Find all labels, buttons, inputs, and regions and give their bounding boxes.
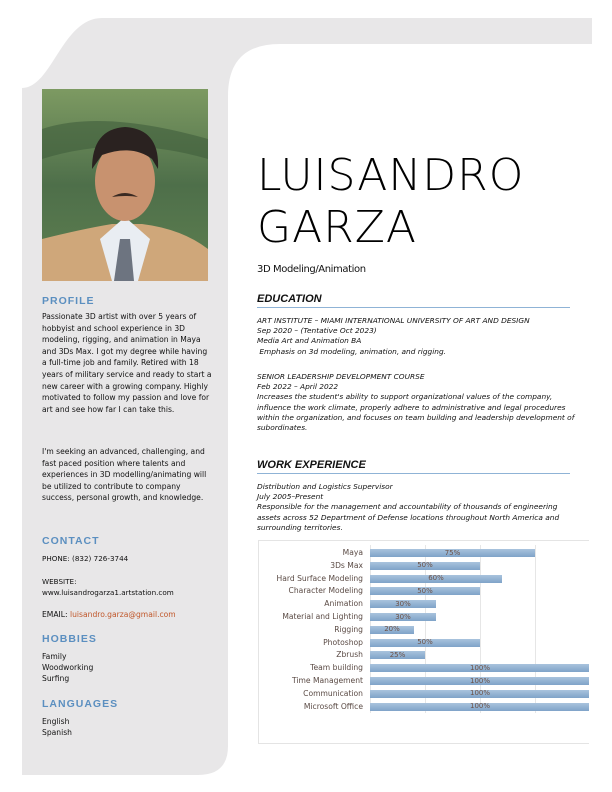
data-label: 100% <box>469 689 490 698</box>
education-detail: Emphasis on 3d modeling, animation, and rigging. <box>257 346 447 356</box>
school-name: ART INSTITUTE – MIAMI INTERNATIONAL UNIVERSITY OF ART AND DESIGN <box>257 316 530 325</box>
category-label: Communication <box>303 688 363 698</box>
category-label: 3Ds Max <box>330 560 363 570</box>
gridline <box>480 545 481 713</box>
data-label: 50% <box>417 638 433 647</box>
contact-email-row <box>42 609 214 621</box>
data-label: 25% <box>389 650 406 659</box>
gridline <box>535 545 536 713</box>
data-label: 100% <box>469 663 490 672</box>
data-label: 60% <box>428 574 444 583</box>
data-label: 75% <box>444 548 461 557</box>
category-label: Material and Lighting <box>282 612 363 621</box>
data-label: 50% <box>417 586 433 595</box>
degree: Media Art and Animation BA <box>257 336 362 346</box>
work-dates: July 2005–Present <box>257 492 324 502</box>
languages-heading: LANGUAGES <box>42 698 119 710</box>
contact-website[interactable]: www.luisandrogarza1.artstation.com <box>42 588 174 597</box>
category-label: Time Management <box>291 676 363 685</box>
education-entry <box>257 372 577 433</box>
category-label: Photoshop <box>323 637 363 647</box>
hobby-item: Woodworking <box>42 663 94 672</box>
data-label: 30% <box>395 612 411 621</box>
work-entry <box>257 482 577 533</box>
category-label: Zbrush <box>336 650 363 660</box>
contact-heading: CONTACT <box>42 535 100 547</box>
education-dates: Feb 2022 – April 2022 <box>257 382 339 392</box>
data-label: 30% <box>395 599 411 608</box>
hobby-item: Family <box>42 652 67 661</box>
education-detail: Increases the student's ability to support organizational values of the company, influence the work climate, properly adhere to administrative and legal procedures within the organization, and focuses on team building and leadership development of subordinates. <box>257 392 575 433</box>
category-label: Team building <box>310 663 363 673</box>
email-link[interactable]: luisandro.garza@gmail.com <box>70 610 176 619</box>
category-label: Character Modeling <box>288 586 363 596</box>
profile-text: Passionate 3D artist with over 5 years of hobbyist and school experience in 3D modeling, rigging, and animation in Maya and 3Ds Max. I got my degree while having a full-time job and family. Retired with 18 years of military service and ready to start a new career with a growing company. Highly motivated to follow my passion and love for art and see how far I can take this. <box>42 312 212 414</box>
category-label: Microsoft Office <box>303 701 363 711</box>
data-label: 20% <box>384 625 400 634</box>
job-title: 3D Modeling/Animation <box>257 264 366 275</box>
work-title: Distribution and Logistics Supervisor <box>257 482 393 491</box>
category-label: Maya <box>342 548 363 557</box>
school-name: SENIOR LEADERSHIP DEVELOPMENT COURSE <box>257 372 425 381</box>
education-dates: Sep 2020 – (Tentative Oct 2023) <box>257 326 377 336</box>
profile-photo <box>42 89 208 281</box>
data-label: 50% <box>417 561 433 570</box>
gridline <box>425 545 426 713</box>
education-entry <box>257 316 577 357</box>
data-label: 100% <box>469 702 490 711</box>
hobby-item: Surfing <box>42 674 70 683</box>
education-heading: EDUCATION <box>257 293 570 308</box>
category-label: Animation <box>324 599 363 609</box>
work-detail: Responsible for the management and accountability of thousands of engineering assets across 52 Department of Defense locations throughout North America and surrounding territories. <box>257 502 560 532</box>
category-label: Rigging <box>334 624 363 634</box>
category-label: Hard Surface Modeling <box>276 573 363 583</box>
skills-chart <box>258 540 589 744</box>
first-name: LUISANDRO <box>257 150 525 201</box>
contact-website-label: WEBSITE: <box>42 577 77 586</box>
profile-heading: PROFILE <box>42 295 95 307</box>
email-label: EMAIL: <box>42 610 68 619</box>
language-item: English <box>42 717 70 726</box>
language-item: Spanish <box>42 728 72 737</box>
hobbies-heading: HOBBIES <box>42 633 97 645</box>
work-heading: WORK EXPERIENCE <box>257 459 570 474</box>
data-label: 100% <box>469 676 490 685</box>
contact-phone: PHONE: (832) 726-3744 <box>42 554 129 563</box>
last-name: GARZA <box>257 202 418 253</box>
profile-text-2: I'm seeking an advanced, challenging, and fast paced position where talents and experiences in 3D modelling/animating will be utilized to contribute to company success, personal growth, and knowledge. <box>42 447 207 503</box>
